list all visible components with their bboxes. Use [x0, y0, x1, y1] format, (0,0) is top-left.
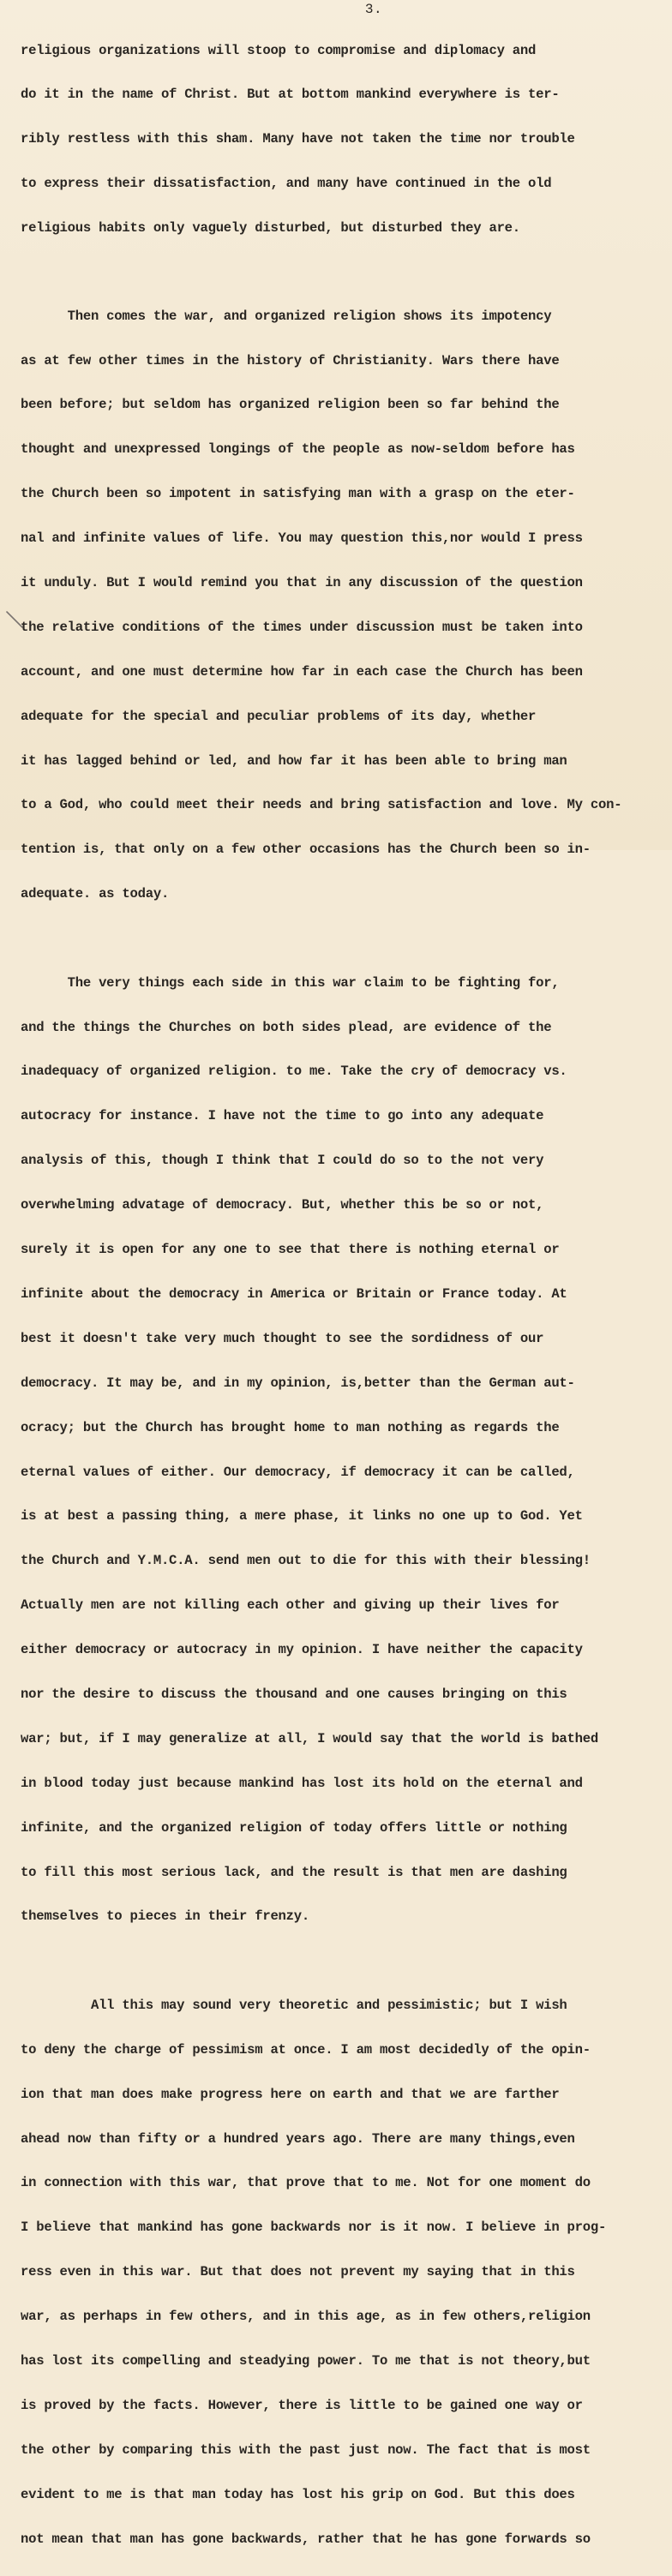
text-line: the Church been so impotent in satisfying man with a grasp on the eter-	[21, 486, 575, 502]
text-line: All this may sound very theoretic and pessimistic; but I wish	[21, 1997, 567, 2013]
text-line: analysis of this, though I think that I could do so to the not very	[21, 1153, 544, 1169]
text-line: autocracy for instance. I have not the time to go into any adequate	[21, 1108, 544, 1124]
text-line: nor the desire to discuss the thousand and one causes bringing on this	[21, 1686, 567, 1702]
text-line: is proved by the facts. However, there is little to be gained one way or	[21, 2397, 583, 2413]
text-line: either democracy or autocracy in my opinion. I have neither the capacity	[21, 1642, 583, 1658]
text-line: and the things the Churches on both sides plead, are evidence of the	[21, 1019, 552, 1035]
text-line: to a God, who could meet their needs and bring satisfaction and love. My con-	[21, 797, 622, 813]
text-line: Actually men are not killing each other and giving up their lives for	[21, 1597, 560, 1614]
text-line: to deny the charge of pessimism at once. I am most decidedly of the opin-	[21, 2041, 591, 2058]
text-line: as at few other times in the history of Christianity. Wars there have	[21, 352, 560, 368]
text-line: The very things each side in this war claim to be fighting for,	[21, 974, 560, 991]
text-line: adequate. as today.	[21, 886, 170, 902]
text-line: it has lagged behind or led, and how far it has been able to bring man	[21, 752, 567, 769]
paragraph-gap	[21, 1954, 658, 1968]
text-line: eternal values of either. Our democracy, if democracy it can be called,	[21, 1464, 575, 1480]
text-line: surely it is open for any one to see that there is nothing eternal or	[21, 1242, 560, 1258]
text-line: nal and infinite values of life. You may question this,nor would I press	[21, 530, 583, 547]
text-line: religious organizations will stoop to compromise and diplomacy and	[21, 42, 537, 58]
text-line: best it doesn't take very much thought to see the sordidness of our	[21, 1330, 544, 1346]
text-line: inadequacy of organized religion. to me. Take the cry of democracy vs.	[21, 1063, 567, 1080]
text-line: religious habits only vaguely disturbed, but disturbed they are.	[21, 220, 520, 237]
text-line: been before; but seldom has organized religion been so far behind the	[21, 397, 560, 413]
text-line: to fill this most serious lack, and the result is that men are dashing	[21, 1864, 567, 1880]
text-line: infinite, and the organized religion of today offers little or nothing	[21, 1819, 567, 1836]
text-line: to express their dissatisfaction, and many have continued in the old	[21, 176, 552, 192]
text-line: in blood today just because mankind has lost its hold on the eternal and	[21, 1775, 583, 1791]
text-line: thought and unexpressed longings of the people as now-seldom before has	[21, 441, 575, 458]
text-line: war; but, if I may generalize at all, I would say that the world is bathed	[21, 1730, 598, 1746]
text-line: adequate for the special and peculiar problems of its day, whether	[21, 708, 537, 724]
text-line: do it in the name of Christ. But at bottom mankind everywhere is ter-	[21, 87, 560, 103]
margin-pencil-mark	[5, 608, 24, 631]
text-line: is at best a passing thing, a mere phase, it links no one up to God. Yet	[21, 1508, 583, 1525]
text-line: Then comes the war, and organized religion shows its impotency	[21, 308, 552, 324]
paragraph-gap	[21, 266, 658, 279]
text-line: I believe that mankind has gone backwards nor is it now. I believe in prog-	[21, 2220, 607, 2236]
text-line: it unduly. But I would remind you that in any discussion of the question	[21, 574, 583, 590]
text-line: not mean that man has gone backwards, rather that he has gone forwards so	[21, 2531, 591, 2547]
text-line: themselves to pieces in their frenzy.	[21, 1908, 309, 1925]
text-line: ion that man does make progress here on earth and that we are farther	[21, 2086, 560, 2102]
text-line: war, as perhaps in few others, and in this age, as in few others,religion	[21, 2309, 591, 2325]
paragraph-2	[21, 279, 658, 932]
text-line: tention is, that only on a few other occasions has the Church been so in-	[21, 842, 591, 858]
text-line: ahead now than fifty or a hundred years ago. There are many things,even	[21, 2130, 575, 2147]
text-line: the Church and Y.M.C.A. send men out to die for this with their blessing!	[21, 1553, 591, 1569]
text-line: ress even in this war. But that does not prevent my saying that in this	[21, 2264, 575, 2280]
page-number: 3.	[364, 2, 383, 17]
text-line: ribly restless with this sham. Many have not taken the time nor trouble	[21, 131, 575, 147]
paragraph-1	[21, 14, 658, 266]
paragraph-4	[21, 1968, 658, 2576]
text-line: in connection with this war, that prove that to me. Not for one moment do	[21, 2175, 591, 2191]
paragraph-3	[21, 946, 658, 1954]
text-line: has lost its compelling and steadying power. To me that is not theory,but	[21, 2353, 591, 2369]
text-line: account, and one must determine how far in each case the Church has been	[21, 663, 583, 680]
text-line: overwhelming advatage of democracy. But, whether this be so or not,	[21, 1197, 544, 1213]
text-line: democracy. It may be, and in my opinion, is,better than the German aut-	[21, 1375, 575, 1391]
paragraph-gap	[21, 932, 658, 946]
text-line: infinite about the democracy in America or Britain or France today. At	[21, 1285, 567, 1302]
text-line: the relative conditions of the times under discussion must be taken into	[21, 619, 583, 635]
text-line: ocracy; but the Church has brought home to man nothing as regards the	[21, 1419, 560, 1435]
text-line: evident to me is that man today has lost his grip on God. But this does	[21, 2486, 575, 2502]
text-line: the other by comparing this with the past just now. The fact that is most	[21, 2441, 591, 2458]
